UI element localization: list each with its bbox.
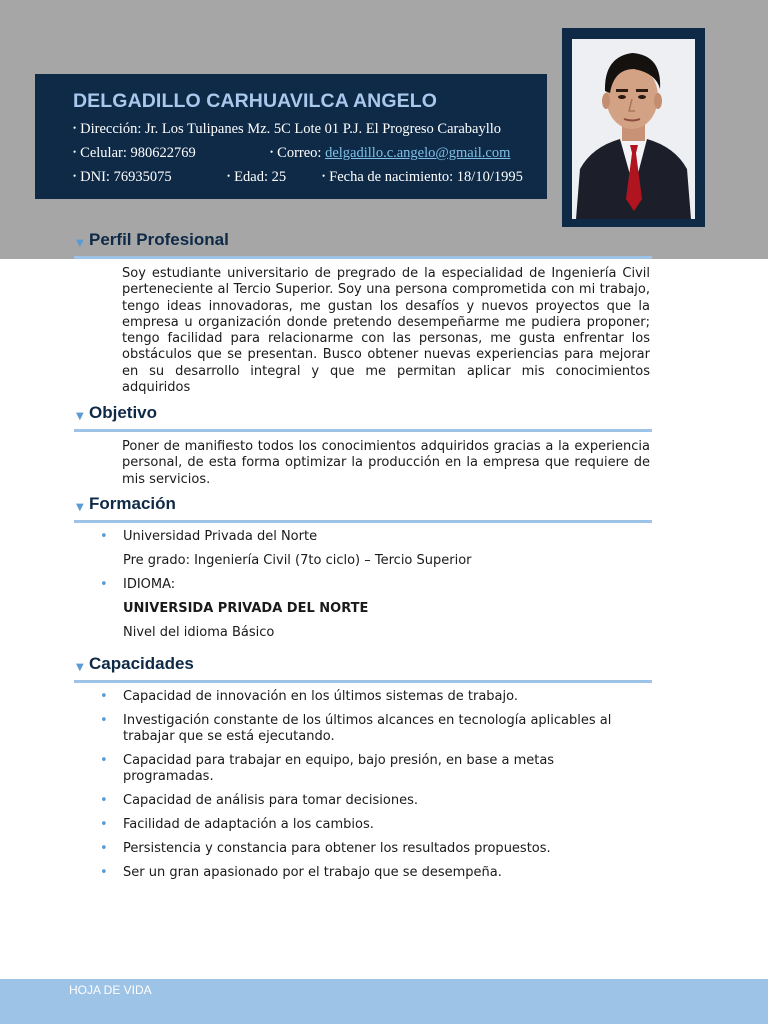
email-label: Correo: xyxy=(277,145,322,161)
section-title: Perfil Profesional xyxy=(89,230,229,249)
section-formacion xyxy=(74,492,652,649)
education-list xyxy=(74,529,652,641)
section-title: Capacidades xyxy=(89,654,194,673)
triangle-down-icon: ▼ xyxy=(76,411,84,422)
section-perfil xyxy=(74,228,652,396)
triangle-down-icon: ▼ xyxy=(76,662,84,673)
skills-list xyxy=(74,689,652,881)
dni-text: DNI: 76935075 xyxy=(80,169,172,185)
list-item: • Capacidad de innovación en los últimos sistemas de trabajo. xyxy=(74,689,643,705)
section-header xyxy=(74,228,652,259)
section-objetivo xyxy=(74,401,652,488)
list-item: • IDIOMA: xyxy=(74,577,643,593)
section-capacidades xyxy=(74,652,652,889)
objective-text: Poner de manifiesto todos los conocimientos adquiridos gracias a la experiencia personal, de esta forma optimizar la producción en la empresa que requiere de mis servicios. xyxy=(122,439,650,487)
section-title: Formación xyxy=(89,494,176,513)
footer-label: HOJA DE VIDA xyxy=(69,983,152,997)
id-row: • DNI: 76935075 • Edad: 25 • Fecha de nacimiento: 18/10/1995 xyxy=(73,169,523,185)
list-item: • Universidad Privada del Norte xyxy=(74,529,643,545)
footer-bar xyxy=(0,979,768,1024)
list-item: • Persistencia y constancia para obtener los resultados propuestos. xyxy=(74,841,643,857)
age-text: Edad: 25 xyxy=(234,169,287,185)
profile-photo-frame xyxy=(562,28,705,227)
email-link[interactable]: delgadillo.c.angelo@gmail.com xyxy=(325,145,511,161)
list-item: • Capacidad de análisis para tomar decisiones. xyxy=(74,793,643,809)
address-text: Dirección: Jr. Los Tulipanes Mz. 5C Lote 01 P.J. El Progreso Carabayllo xyxy=(80,121,502,137)
triangle-down-icon: ▼ xyxy=(76,238,84,249)
phone-text: Celular: 980622769 xyxy=(80,145,196,161)
address-row: • Dirección: Jr. Los Tulipanes Mz. 5C Lote 01 P.J. El Progreso Carabayllo xyxy=(73,121,502,137)
list-item: • Facilidad de adaptación a los cambios. xyxy=(74,817,643,833)
triangle-down-icon: ▼ xyxy=(76,502,84,513)
section-header xyxy=(74,401,652,432)
birthdate-text: Fecha de nacimiento: 18/10/1995 xyxy=(329,169,523,185)
profile-text: Soy estudiante universitario de pregrado de la especialidad de Ingeniería Civil perteneciente al Tercio Superior. Soy una persona comprometida con mi trabajo, tengo ideas innovadoras, me gustan los desafíos y nuevos proyectos que la empresa u organización donde pretendo desempeñarme me pudiera proponer; tengo facilidad para relacionarme con las personas, me gusta enfrentar los obstáculos que se presentan. Busco obtener nuevas experiencias para mejorar en su desarrollo integral y que me permitan aplicar mis conocimientos adquiridos xyxy=(122,266,650,396)
person-name: DELGADILLO CARHUAVILCA ANGELO xyxy=(73,90,437,112)
phone-email-row: • Celular: 980622769 • Correo: delgadillo.c.angelo@gmail.com xyxy=(73,145,511,161)
list-item: UNIVERSIDA PRIVADA DEL NORTE xyxy=(123,601,369,616)
list-item: • Capacidad para trabajar en equipo, bajo presión, en base a metas programadas. xyxy=(74,753,643,785)
list-item: • Investigación constante de los últimos alcances en tecnología aplicables al trabajar que se está ejecutando. xyxy=(74,713,643,745)
section-header xyxy=(74,652,652,683)
contact-header xyxy=(35,74,547,199)
list-item: Nivel del idioma Básico xyxy=(123,625,275,640)
section-header xyxy=(74,492,652,523)
section-title: Objetivo xyxy=(89,403,158,422)
list-item: Pre grado: Ingeniería Civil (7to ciclo) – Tercio Superior xyxy=(123,553,472,568)
list-item: • Ser un gran apasionado por el trabajo que se desempeña. xyxy=(74,865,643,881)
profile-photo xyxy=(572,39,695,219)
